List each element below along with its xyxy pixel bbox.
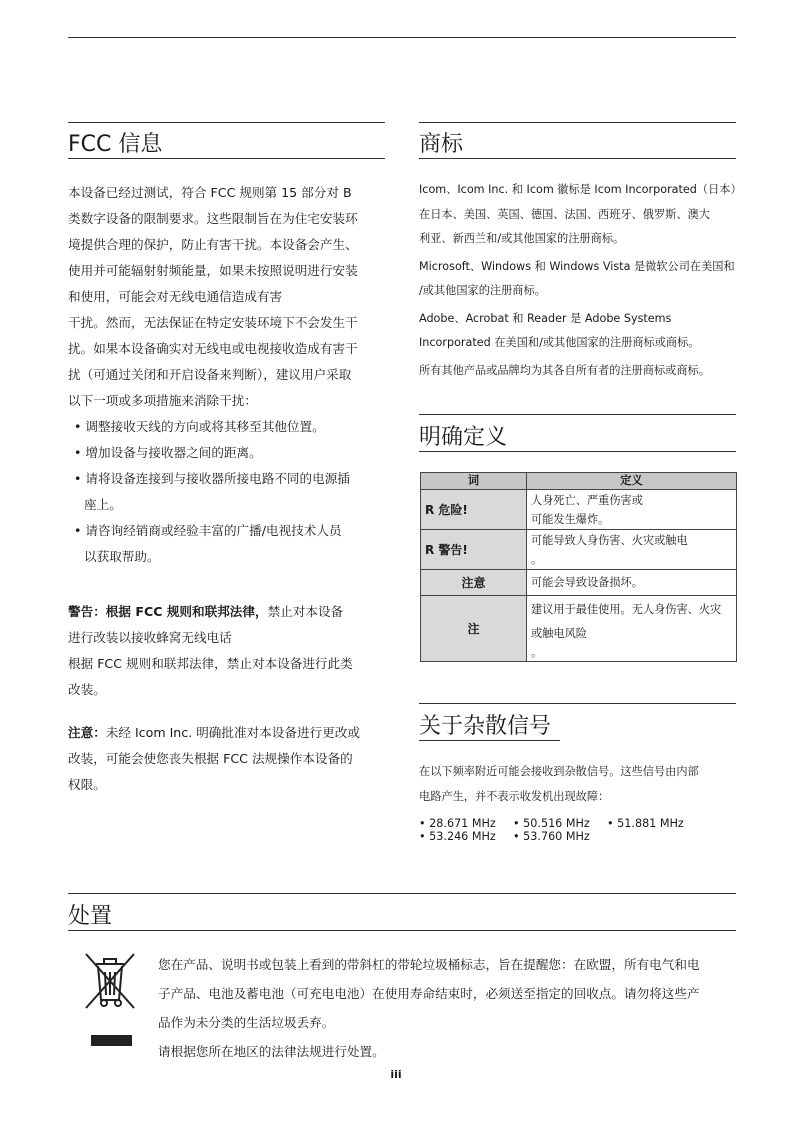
- disposal-top-rule: [68, 893, 736, 894]
- definitions-title-underline: [419, 451, 736, 452]
- trademark-line: Adobe、Acrobat 和 Reader 是 Adobe Systems: [419, 311, 672, 325]
- table-row: [421, 530, 737, 570]
- term-warning: R 警告!: [421, 530, 527, 570]
- warning-label: 警告：根据 FCC 规则和联邦法律，: [68, 604, 268, 619]
- fcc-bullet: • 请咨询经销商或经验丰富的广播/电视技术人员: [74, 523, 342, 538]
- bin-symbol-bar: [91, 1035, 132, 1046]
- warning-text: 改装。: [68, 682, 106, 697]
- fcc-title: FCC 信息: [68, 132, 163, 157]
- disposal-title-underline: [68, 930, 736, 931]
- definition-cell: [527, 570, 737, 596]
- note-text: 改装，可能会使您丧失根据 FCC 法规操作本设备的: [68, 751, 353, 766]
- spurious-title: 关于杂散信号: [419, 714, 552, 739]
- table-row: [421, 570, 737, 596]
- definitions-table: [420, 472, 737, 662]
- definition-cell: [527, 530, 737, 570]
- trademark-line: 利亚、新西兰和/或其他国家的注册商标。: [419, 232, 625, 245]
- definition-text: 建议用于最佳使用。无人身伤害、火灾: [531, 602, 722, 616]
- trademark-line: 所有其他产品或品牌均为其各自所有者的注册商标或商标。: [419, 363, 710, 377]
- trademark-line: Incorporated 在美国和/或其他国家的注册商标或商标。: [419, 336, 700, 349]
- fcc-line: 扰。如果本设备确实对无线电或电视接收造成有害干: [68, 341, 358, 356]
- page-number: iii: [390, 1068, 402, 1081]
- fcc-top-rule: [68, 122, 385, 123]
- term-note: 注: [421, 596, 527, 662]
- fcc-title-underline: [68, 158, 385, 159]
- trademark-line: Icom、Icom Inc. 和 Icom 徽标是 Icom Incorporated（日本）: [419, 183, 742, 196]
- fcc-line: 本设备已经过测试，符合 FCC 规则第 15 部分对 B: [68, 185, 352, 200]
- disposal-text: 品作为未分类的生活垃圾丢弃。: [158, 1015, 335, 1030]
- definition-text: 。: [531, 552, 543, 566]
- top-rule: [68, 37, 736, 38]
- spurious-text: 在以下频率附近可能会接收到杂散信号。这些信号由内部: [419, 765, 699, 778]
- note-text: 未经 Icom Inc. 明确批准对本设备进行更改或: [105, 725, 360, 740]
- disposal-title: 处置: [68, 904, 113, 929]
- fcc-line: 境提供合理的保护，防止有害干扰。本设备会产生、: [68, 237, 358, 252]
- warning-text: 根据 FCC 规则和联邦法律，禁止对本设备进行此类: [68, 656, 353, 671]
- fcc-line: 扰（可通过关闭和开启设备来判断），建议用户采取: [68, 367, 352, 382]
- spurious-top-rule: [419, 703, 736, 704]
- frequency-list: [419, 817, 739, 843]
- spurious-text: 电路产生，并不表示收发机出现故障：: [419, 789, 610, 803]
- definition-text: 可能会导致设备损坏。: [531, 576, 643, 589]
- table-row: [421, 490, 737, 530]
- trademark-title-underline: [419, 158, 736, 159]
- warning-text: 禁止对本设备: [267, 604, 344, 619]
- spurious-title-underline: [419, 740, 560, 741]
- header-definition: 定义: [527, 473, 737, 490]
- trademark-line: Microsoft、Windows 和 Windows Vista 是微软公司在美国和: [419, 259, 735, 273]
- disposal-text: 您在产品、说明书或包装上看到的带斜杠的带轮垃圾桶标志，旨在提醒您：在欧盟，所有电气和电: [158, 957, 700, 972]
- frequency-item: • 53.760 MHz: [513, 830, 590, 843]
- definitions-top-rule: [419, 414, 736, 415]
- definitions-title: 明确定义: [419, 425, 508, 450]
- note-text: 权限。: [68, 777, 106, 792]
- frequency-row: [419, 817, 739, 830]
- frequency-item: • 53.246 MHz: [419, 830, 496, 843]
- frequency-row: [419, 830, 739, 843]
- trademark-line: /或其他国家的注册商标。: [419, 284, 546, 297]
- definition-text: 。: [531, 645, 543, 659]
- spurious-body: [419, 760, 739, 809]
- trademark-line: 在日本、美国、英国、德国、法国、西班牙、俄罗斯、澳大: [419, 207, 710, 221]
- definition-text: 可能导致人身伤害、火灾或触电: [531, 533, 688, 547]
- fcc-bullet-cont: 以获取帮助。: [84, 549, 160, 564]
- disposal-text: 子产品、电池及蓄电池（可充电电池）在使用寿命结束时，必须送至指定的回收点。请勿将这些产: [158, 986, 700, 1001]
- frequency-item: • 50.516 MHz: [513, 817, 590, 830]
- definition-text: 可能发生爆炸。: [531, 512, 610, 526]
- fcc-warning: [68, 599, 388, 703]
- fcc-line: 使用并可能辐射射频能量，如果未按照说明进行安装: [68, 263, 358, 278]
- fcc-bullet-cont: 座上。: [84, 497, 122, 512]
- header-term: 词: [421, 473, 527, 490]
- crossed-bin-icon: [82, 950, 138, 1010]
- fcc-body: [68, 180, 388, 570]
- note-label: 注意：: [68, 725, 106, 740]
- fcc-bullet: • 请将设备连接到与接收器所接电路不同的电源插: [74, 471, 350, 486]
- disposal-text: 请根据您所在地区的法律法规进行处置。: [158, 1044, 385, 1059]
- trademark-top-rule: [419, 122, 736, 123]
- table-header-row: [421, 473, 737, 490]
- frequency-item: • 28.671 MHz: [419, 817, 496, 830]
- fcc-line: 干扰。然而，无法保证在特定安装环境下不会发生干: [68, 315, 358, 330]
- fcc-bullet: • 调整接收天线的方向或将其移至其他位置。: [74, 419, 325, 434]
- fcc-line: 类数字设备的限制要求。这些限制旨在为住宅安装环: [68, 211, 358, 226]
- term-caution: 注意: [421, 570, 527, 596]
- fcc-line: 和使用，可能会对无线电通信造成有害: [68, 289, 283, 304]
- table-row: [421, 596, 737, 662]
- term-danger: R 危险!: [421, 490, 527, 530]
- fcc-line: 以下一项或多项措施来消除干扰：: [68, 393, 257, 408]
- definition-text: 人身死亡、严重伤害或: [531, 493, 643, 507]
- trademark-body: [419, 178, 742, 383]
- frequency-item: • 51.881 MHz: [607, 817, 684, 830]
- disposal-body: [158, 950, 748, 1066]
- fcc-bullet: • 增加设备与接收器之间的距离。: [74, 445, 262, 460]
- definition-text: 或触电风险: [531, 626, 587, 640]
- fcc-note: [68, 720, 388, 798]
- definition-cell: [527, 490, 737, 530]
- definition-cell: [527, 596, 737, 662]
- trademark-title: 商标: [419, 132, 464, 157]
- warning-text: 进行改装以接收蜂窝无线电话: [68, 630, 232, 645]
